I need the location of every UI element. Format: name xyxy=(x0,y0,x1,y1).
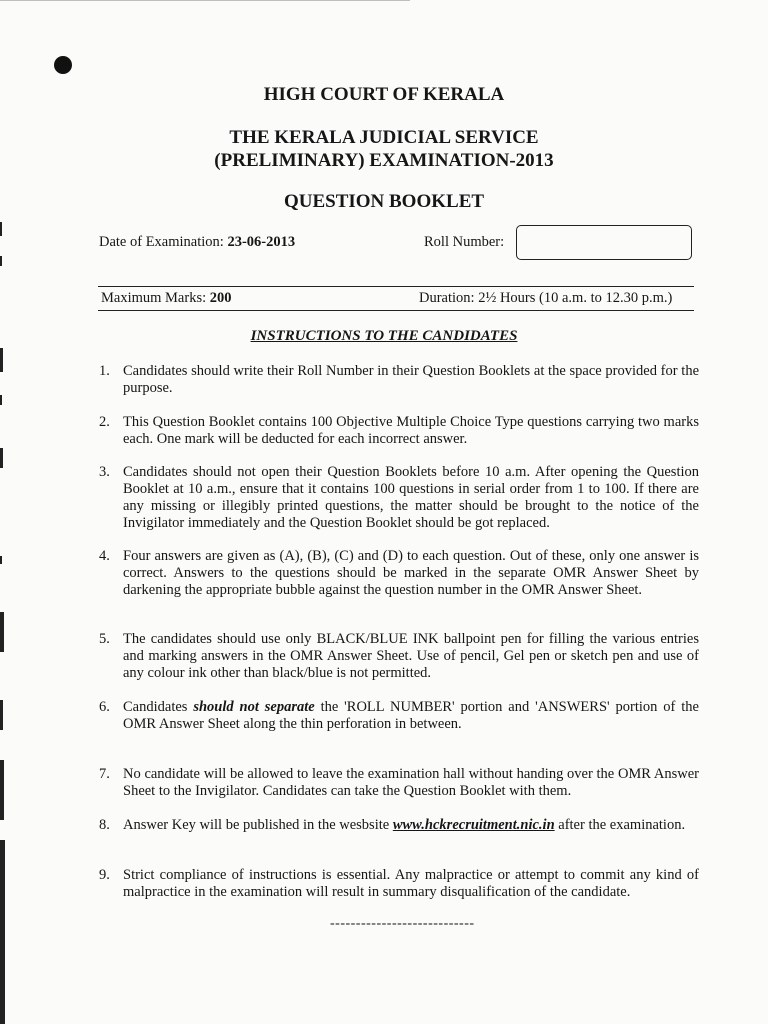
service-title: THE KERALA JUDICIAL SERVICE xyxy=(229,127,539,148)
instruction-item: 7. No candidate will be allowed to leave the examination hall without handing over the OMR Answer Sheet to the Invigilator. Candidates can take the Question Booklet with them. xyxy=(99,766,699,799)
duration-value: 2½ Hours (10 a.m. to 12.30 p.m.) xyxy=(478,290,673,306)
booklet-title: QUESTION BOOKLET xyxy=(283,191,485,212)
roll-number-box[interactable] xyxy=(516,225,692,260)
exam-date-value: 23-06-2013 xyxy=(227,234,296,250)
emphasis-text: should not separate xyxy=(193,699,315,715)
instruction-item: 8. Answer Key will be published in the wesbsite www.hckrecruitment.nic.in after the examination. xyxy=(99,817,686,833)
punch-hole-mark xyxy=(54,56,72,74)
instruction-item: 5. The candidates should use only BLACK/BLUE INK ballpoint pen for filling the various entries and marking answers in the OMR Answer Sheet. Use of pencil, Gel pen or sketch pen and use of any colour ink other than black/blue is not permitted. xyxy=(99,631,699,681)
duration-row xyxy=(419,290,672,307)
instruction-item: 4. Four answers are given as (A), (B), (C) and (D) to each question. Out of these, only one answer is correct. Answers to the questions should be marked in the separate OMR Answer Sheet by darkening the appropriate bubble against the question number in the OMR Answer Sheet. xyxy=(99,548,699,598)
instruction-item: 6. Candidates should not separate the 'ROLL NUMBER' portion and 'ANSWERS' portion of the OMR Answer Sheet along the thin perforation in between. xyxy=(99,699,699,732)
recruitment-website-link[interactable]: www.hckrecruitment.nic.in xyxy=(392,817,555,833)
instructions-heading: INSTRUCTIONS TO THE CANDIDATES xyxy=(250,328,518,344)
max-marks-value: 200 xyxy=(209,290,232,306)
top-divider xyxy=(98,286,694,287)
max-marks-row xyxy=(101,290,232,307)
instruction-item: 3. Candidates should not open their Question Booklets before 10 a.m. After opening the Question Booklet at 10 a.m., ensure that it contains 100 questions in serial order from 1 to 100. If there are any missing or illegibly printed questions, the matter should be brought to the notice of the Invigilator immediately and the Question Booklet should be got replaced. xyxy=(99,464,699,531)
court-title: HIGH COURT OF KERALA xyxy=(263,84,505,105)
exam-title: (PRELIMINARY) EXAMINATION-2013 xyxy=(214,150,554,171)
exam-date-row xyxy=(99,234,295,251)
exam-date-label: Date of Examination: xyxy=(99,234,224,250)
end-dash-line: ---------------------------- xyxy=(330,916,475,931)
max-marks-label: Maximum Marks: xyxy=(101,290,207,306)
bottom-divider xyxy=(98,310,694,311)
duration-label: Duration: xyxy=(419,290,475,306)
roll-number-label: Roll Number: xyxy=(424,234,505,250)
scan-top-rule xyxy=(0,0,410,1)
instruction-item: 2. This Question Booklet contains 100 Objective Multiple Choice Type questions carrying two marks each. One mark will be deducted for each incorrect answer. xyxy=(99,414,699,447)
instruction-item: 9. Strict compliance of instructions is essential. Any malpractice or attempt to commit any kind of malpractice in the examination will result in summary disqualification of the candidate. xyxy=(99,867,699,900)
instruction-item: 1. Candidates should write their Roll Number in their Question Booklets at the space provided for the purpose. xyxy=(99,363,699,396)
